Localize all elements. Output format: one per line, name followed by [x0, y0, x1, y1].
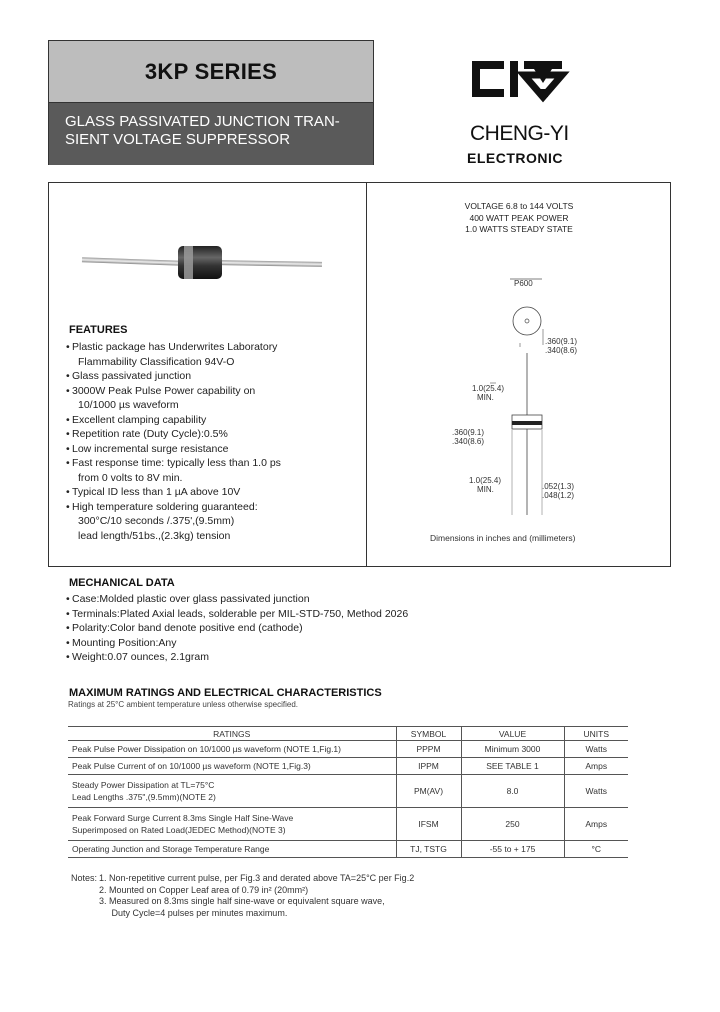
description-line-1: GLASS PASSIVATED JUNCTION TRAN-: [65, 113, 340, 130]
dim-body-max: .360(9.1): [452, 428, 485, 437]
list-item: • Case:Molded plastic over glass passivated junction: [73, 592, 408, 607]
spec-line: 400 WATT PEAK POWER: [469, 212, 569, 223]
rating-symbol: PPPM: [396, 741, 461, 758]
rating-value: SEE TABLE 1: [461, 758, 564, 775]
series-banner: [49, 41, 373, 103]
note-line: 3. Measured on 8.3ms single half sine-wave or equivalent square wave,: [99, 896, 385, 906]
table-row: [68, 841, 628, 858]
list-item: • Excellent clamping capability: [73, 413, 281, 428]
list-item: • Repetition rate (Duty Cycle):0.5%: [73, 427, 281, 442]
voltage-spec-block: [367, 201, 671, 236]
description-banner: [49, 103, 373, 165]
rating-value: -55 to + 175: [461, 841, 564, 858]
rating-desc: [68, 808, 396, 841]
package-name: P600: [514, 279, 533, 288]
rating-desc: [68, 775, 396, 808]
dim-diameter-max: .360(9.1): [545, 337, 578, 346]
vertical-divider: [366, 182, 367, 567]
note-line: 2. Mounted on Copper Leaf area of 0.79 in² (20mm²): [99, 884, 309, 895]
rating-desc: Peak Pulse Current of on 10/1000 µs waveform (NOTE 1,Fig.3): [68, 758, 396, 775]
rating-value: 8.0: [461, 775, 564, 808]
ratings-title: MAXIMUM RATINGS AND ELECTRICAL CHARACTERISTICS: [69, 687, 382, 699]
list-item-continuation: lead length/51bs.,(2.3kg) tension: [78, 529, 231, 542]
rating-units: Watts: [564, 741, 628, 758]
rating-desc-line: Superimposed on Rated Load(JEDEC Method)(NOTE 3): [72, 825, 286, 835]
list-item: • Glass passivated junction: [73, 369, 281, 384]
rating-desc-line: Peak Forward Surge Current 8.3ms Single Half Sine-Wave: [72, 813, 294, 823]
dim-body-min: .340(8.6): [452, 437, 485, 446]
rating-symbol: TJ, TSTG: [396, 841, 461, 858]
rating-units: °C: [564, 841, 628, 858]
list-item: • Polarity:Color band denote positive end (cathode): [73, 621, 408, 636]
ratings-table: [68, 726, 628, 858]
spec-line: VOLTAGE 6.8 to 144 VOLTS: [464, 201, 574, 211]
notes-block: [71, 873, 414, 919]
rating-desc-line: Steady Power Dissipation at TL=75°C: [72, 780, 215, 790]
dim-wire-max: .052(1.3): [542, 482, 575, 491]
rating-units: Amps: [564, 758, 628, 775]
diode-photo-icon: [80, 238, 325, 288]
table-row: [68, 741, 628, 758]
rating-desc: Peak Pulse Power Dissipation on 10/1000 µs waveform (NOTE 1,Fig.1): [68, 741, 396, 758]
notes-label: Notes:: [71, 873, 98, 883]
header-units: UNITS: [564, 727, 628, 741]
rating-desc: Operating Junction and Storage Temperature Range: [68, 841, 396, 858]
rating-symbol: IFSM: [396, 808, 461, 841]
features-list: [73, 340, 281, 543]
series-title: 3KP SERIES: [144, 58, 278, 84]
package-outline-drawing: [430, 275, 630, 520]
list-item: • Typical ID less than 1 µA above 10V: [73, 485, 281, 500]
company-name: CHENG-YI: [470, 122, 569, 145]
rating-desc-line: Lead Lengths .375",(9.5mm)(NOTE 2): [72, 792, 216, 802]
description-line-2: SIENT VOLTAGE SUPPRESSOR: [65, 131, 291, 148]
header-ratings: RATINGS: [68, 727, 396, 741]
list-item: • Plastic package has Underwrites Laboratory: [73, 340, 281, 355]
header-value: VALUE: [461, 727, 564, 741]
rating-symbol: PM(AV): [396, 775, 461, 808]
ratings-note: Ratings at 25°C ambient temperature unless otherwise specified.: [68, 700, 298, 709]
mechanical-title: MECHANICAL DATA: [69, 577, 175, 589]
list-item-continuation: 10/1000 µs waveform: [78, 399, 179, 411]
rating-value: Minimum 3000: [461, 741, 564, 758]
list-item: • Low incremental surge resistance: [73, 442, 281, 457]
spec-line: 1.0 WATTS STEADY STATE: [465, 224, 573, 234]
list-item: • Weight:0.07 ounces, 2.1gram: [73, 650, 408, 665]
list-item: • Terminals:Plated Axial leads, solderable per MIL-STD-750, Method 2026: [73, 607, 408, 622]
list-item: • High temperature soldering guaranteed:: [73, 500, 281, 515]
dim-lead-bottom: 1.0(25.4): [469, 476, 502, 485]
list-item-continuation: Flammability Classification 94V-O: [78, 355, 235, 368]
rating-symbol: IPPM: [396, 758, 461, 775]
table-header-row: [68, 727, 628, 741]
list-item: • Mounting Position:Any: [73, 636, 408, 651]
list-item: • 3000W Peak Pulse Power capability on: [73, 384, 281, 399]
rating-units: Amps: [564, 808, 628, 841]
note-line: Duty Cycle=4 pulses per minutes maximum.: [99, 907, 288, 918]
rating-value: 250: [461, 808, 564, 841]
table-row: [68, 808, 628, 841]
features-title: FEATURES: [69, 324, 128, 336]
dim-wire-min: .048(1.2): [542, 491, 575, 500]
note-line: 1. Non-repetitive current pulse, per Fig.3 and derated above TA=25°C per Fig.2: [99, 873, 415, 883]
header-box: [48, 40, 374, 165]
rating-units: Watts: [564, 775, 628, 808]
list-item: • Fast response time: typically less than 1.0 ps: [73, 456, 281, 471]
dimensions-caption: Dimensions in inches and (millimeters): [430, 533, 576, 543]
dim-lead-bottom-min: MIN.: [477, 485, 494, 494]
mechanical-list: [73, 592, 408, 665]
list-item-continuation: from 0 volts to 8V min.: [78, 471, 183, 484]
dim-diameter-min: .340(8.6): [545, 346, 578, 355]
table-row: [68, 775, 628, 808]
dim-lead-top: 1.0(25.4): [472, 384, 505, 393]
dim-lead-top-min: MIN.: [477, 393, 494, 402]
header-symbol: SYMBOL: [396, 727, 461, 741]
list-item-continuation: 300°C/10 seconds /.375',(9.5mm): [78, 515, 235, 527]
table-row: [68, 758, 628, 775]
company-subtitle: ELECTRONIC: [467, 150, 563, 166]
